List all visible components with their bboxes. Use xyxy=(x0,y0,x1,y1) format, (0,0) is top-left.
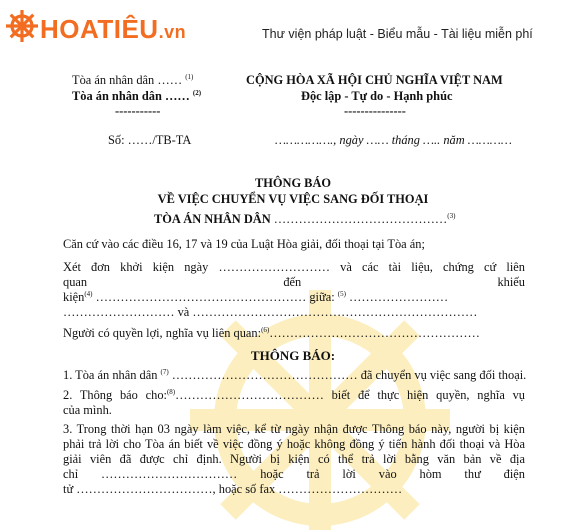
legal-basis: Căn cứ vào các điều 16, 17 và 19 của Luật Hòa giải, đối thoại tại Tòa án; xyxy=(63,237,425,251)
court-line-2: Tòa án nhân dân …… $^{(2)}$ xyxy=(72,89,202,104)
court-line-1: Tòa án nhân dân …… $^{(1)}$ xyxy=(72,73,194,88)
item-1: 1. Tòa án nhân dân $^{(7)}$ ……………………………………… đã chuyển vụ việc sang đối thoại. xyxy=(63,368,527,383)
item-2-line1: 2. Thông báo cho:$^{(8)}$……………………………… biết để thực hiện quyền, nghĩa vụ xyxy=(63,388,525,403)
notice-subject: VỀ VIỆC CHUYỂN VỤ VIỆC SANG ĐỐI THOẠI xyxy=(157,192,429,206)
document-number: Số: ……/TB-TA xyxy=(108,133,192,147)
item-3-line3: giải viên đã được chỉ định. Người bị kiện có thể trả lời bằng văn bản về địa xyxy=(63,452,525,466)
notice-title: THÔNG BÁO xyxy=(254,176,332,190)
notice-subtitle: THÔNG BÁO: xyxy=(250,348,336,363)
site-logo[interactable]: HOATIÊU.vn xyxy=(40,14,187,44)
item-3-line4: chỉ …………………………… hoặc trả lời vào hòm thư điện xyxy=(63,467,525,481)
court-full-name: TÒA ÁN NHÂN DÂN ……………………………………$^{(3)}$ xyxy=(154,212,456,227)
item-2-line2: của mình. xyxy=(63,403,112,417)
item-3-line1: 3. Trong thời hạn 03 ngày làm việc, kể từ ngày nhận được Thông báo này, người bị kiện xyxy=(63,422,525,436)
motto: Độc lập - Tự do - Hạnh phúc xyxy=(301,89,453,103)
para1-line3: kiện$^{(4)}$ …………………………………………… giữa: $^{(5)}$ …………………… xyxy=(63,290,449,305)
ship-wheel-logo-icon xyxy=(4,8,40,44)
item-3-line5: tử ……………………………, hoặc số fax ………………………… xyxy=(63,482,403,496)
site-tagline: Thư viện pháp luật - Biểu mẫu - Tài liệu miễn phí xyxy=(262,27,533,41)
para1-line4: ……………………… và …………………………………………………………… xyxy=(63,305,478,319)
para1-line1: Xét đơn khởi kiện ngày ……………………… và các tài liệu, chứng cứ liên xyxy=(63,260,525,274)
para1-line2: quan đến khiếu xyxy=(63,275,525,289)
document-date: ……………., ngày …… tháng ….. năm ………… xyxy=(275,133,512,147)
right-separator: --------------- xyxy=(344,104,406,118)
item-3-line2: phải trả lời cho Tòa án biết về việc đồng ý hoặc không đồng ý tiến hành đối thoại và Hòa xyxy=(63,437,525,451)
left-separator: ----------- xyxy=(115,104,161,118)
related-party: Người có quyền lợi, nghĩa vụ liên quan:$^{(6)}$…………………………………………… xyxy=(63,326,480,341)
republic-title: CỘNG HÒA XÃ HỘI CHỦ NGHĨA VIỆT NAM xyxy=(246,73,503,87)
